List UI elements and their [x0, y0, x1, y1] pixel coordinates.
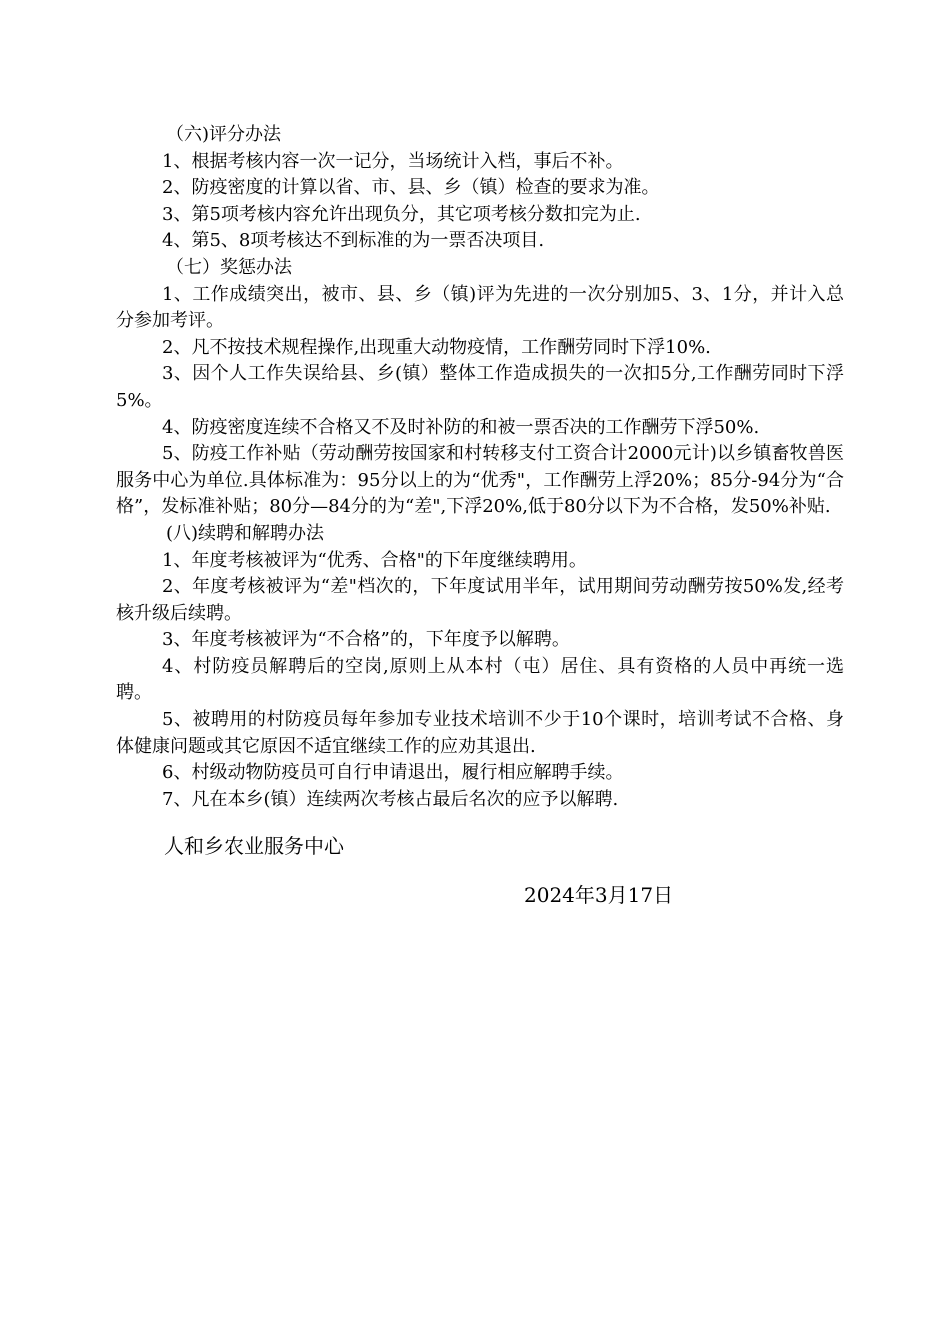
scoring-item-1: 1、根据考核内容一次一记分，当场统计入档，事后不补。	[162, 150, 624, 172]
contract-item-1: 1、年度考核被评为“优秀、合格"的下年度继续聘用。	[162, 549, 587, 571]
scoring-item-4: 4、第5、8项考核达不到标准的为一票否决项目.	[162, 230, 545, 252]
rewards-item-1: 1、工作成绩突出，被市、县、乡（镇)评为先进的一次分别加5、3、1分，并计入总分参加考评。	[116, 283, 844, 332]
issue-date: 2024年3月17日	[524, 883, 674, 907]
rewards-item-2: 2、凡不按技术规程操作,出现重大动物疫情，工作酬劳同时下浮10%.	[162, 336, 711, 358]
contract-item-5: 5、被聘用的村防疫员每年参加专业技术培训不少于10个课时，培训考试不合格、身体健康问题或其它原因不适宜继续工作的应劝其退出.	[116, 709, 844, 757]
section-heading-scoring: （六)评分办法	[166, 124, 282, 145]
section-heading-contract: (八)续聘和解聘办法	[166, 522, 325, 544]
contract-item-6: 6、村级动物防疫员可自行申请退出，履行相应解聘手续。	[162, 762, 624, 784]
scoring-item-2: 2、防疫密度的计算以省、市、县、乡（镇）检查的要求为准。	[162, 177, 660, 199]
rewards-item-4: 4、防疫密度连续不合格又不及时补防的和被一票否决的工作酬劳下浮50%.	[162, 416, 760, 438]
contract-item-2: 2、年度考核被评为“差"档次的，下年度试用半年，试用期间劳动酬劳按50%发,经考核升级后续聘。	[116, 576, 844, 624]
rewards-item-5: 5、防疫工作补贴（劳动酬劳按国家和村转移支付工资合计2000元计)以乡镇畜牧兽医服务中心为单位.具体标准为：95分以上的为“优秀"，工作酬劳上浮20%；85分-94分为“合格”，发标准补贴；80分—84分的为“差",下浮20%,低于80分以下为不合格，发50%补贴.	[116, 443, 844, 518]
document-body	[116, 122, 844, 813]
section-heading-rewards: （七）奖惩办法	[166, 256, 292, 278]
contract-item-7: 7、凡在本乡(镇）连续两次考核占最后名次的应予以解聘.	[162, 788, 619, 810]
scoring-item-3: 3、第5项考核内容允许出现负分，其它项考核分数扣完为止.	[162, 203, 641, 225]
issuer-signature: 人和乡农业服务中心	[164, 834, 344, 858]
contract-item-4: 4、村防疫员解聘后的空岗,原则上从本村（屯）居住、具有资格的人员中再统一选聘。	[116, 655, 844, 704]
rewards-item-3: 3、因个人工作失误给县、乡(镇）整体工作造成损失的一次扣5分,工作酬劳同时下浮5%。	[116, 363, 844, 411]
contract-item-3: 3、年度考核被评为“不合格”的，下年度予以解聘。	[162, 629, 570, 651]
